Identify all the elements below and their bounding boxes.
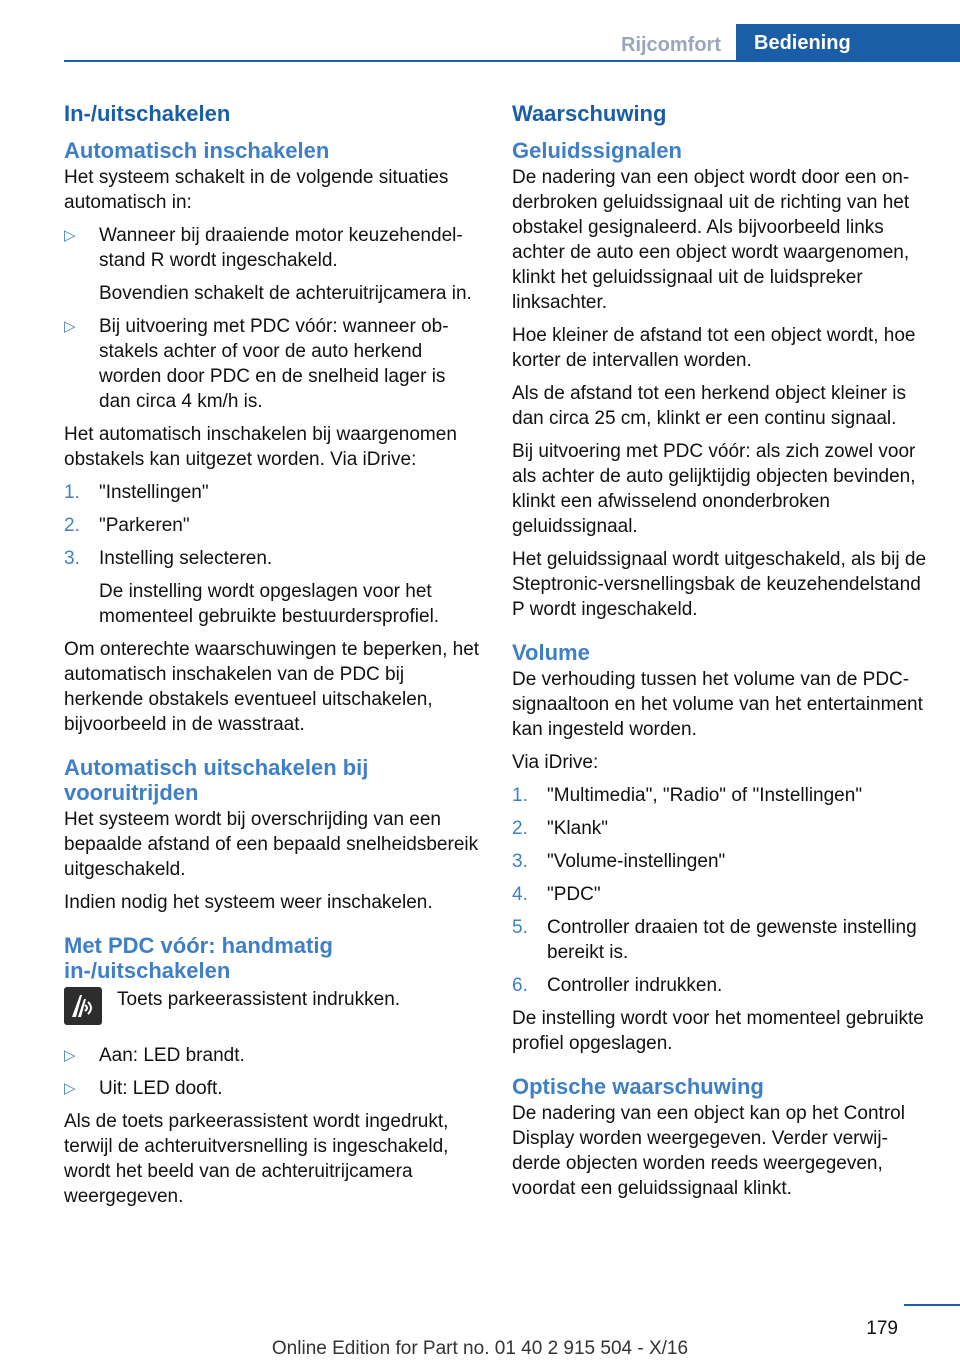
paragraph: Hoe kleiner de afstand tot een object wordt, hoe korter de intervallen worden. bbox=[512, 325, 916, 371]
heading-auto-on: Automatisch inschakelen bbox=[64, 138, 330, 163]
list-item-text: Bij uitvoering met PDC vóór: wanneer obstakels achter of voor de auto herkend worden door PDC en de snelheid lager is dan circa 4 km/h is. bbox=[99, 316, 449, 412]
list-item bbox=[512, 915, 928, 965]
list-item bbox=[64, 480, 480, 505]
paragraph: De nadering van een object kan op het Control Display worden weergegeven. Verder verwijderde objecten worden reeds weergegeven, voordat een geluidssignaal klinkt. bbox=[512, 1103, 905, 1199]
list-item bbox=[64, 1076, 480, 1101]
list-item-text: Aan: LED brandt. bbox=[99, 1045, 245, 1066]
paragraph: Het systeem schakelt in de volgende situaties automatisch in: bbox=[64, 167, 449, 213]
step-text: Controller indrukken. bbox=[547, 975, 723, 996]
list-item bbox=[64, 223, 480, 306]
step-number: 5. bbox=[512, 917, 528, 938]
step-text: "Multimedia", "Radio" of "Instellingen" bbox=[547, 785, 863, 806]
header-rule bbox=[64, 60, 960, 62]
list-item bbox=[64, 546, 480, 629]
step-text: "Instellingen" bbox=[99, 482, 209, 503]
paragraph: Via iDrive: bbox=[512, 752, 599, 773]
list-item bbox=[64, 1043, 480, 1068]
heading-volume: Volume bbox=[512, 640, 590, 665]
step-number: 1. bbox=[64, 482, 80, 503]
step-number: 3. bbox=[64, 548, 80, 569]
heading-auto-off: Automatisch uitschakelen bij vooruitrijden bbox=[64, 755, 369, 805]
heading-optical: Optische waarschuwing bbox=[512, 1074, 764, 1099]
parking-assist-icon bbox=[64, 987, 102, 1025]
paragraph: Het systeem wordt bij overschrijding van een bepaalde afstand of een bepaald snelheidsbereik uitgeschakeld. bbox=[64, 809, 479, 880]
button-instruction bbox=[64, 987, 480, 1025]
step-number: 4. bbox=[512, 884, 528, 905]
list-item bbox=[64, 314, 480, 414]
section-title: Waarschuwing bbox=[512, 101, 667, 126]
edition-footer: Online Edition for Part no. 01 40 2 915 504 - X/16 bbox=[271, 1338, 689, 1359]
step-text: Controller draaien tot de gewenste instelling bereikt is. bbox=[547, 917, 917, 963]
step-text: "Parkeren" bbox=[99, 515, 190, 536]
paragraph: De instelling wordt voor het momenteel gebruikte profiel opgeslagen. bbox=[512, 1008, 924, 1054]
triangle-bullet-icon: ▷ bbox=[64, 1047, 76, 1064]
list-item-text: Wanneer bij draaiende motor keuzehendelstand R wordt ingeschakeld. bbox=[99, 225, 463, 271]
bullet-list bbox=[64, 223, 480, 414]
list-item bbox=[512, 783, 928, 808]
step-number: 1. bbox=[512, 785, 528, 806]
heading-sound: Geluidssignalen bbox=[512, 138, 682, 163]
page-number: 179 bbox=[866, 1318, 898, 1339]
section-tab: Rijcomfort bbox=[621, 34, 721, 56]
triangle-bullet-icon: ▷ bbox=[64, 1080, 76, 1097]
step-subtext: De instelling wordt opgeslagen voor het momenteel gebruikte bestuurdersprofiel. bbox=[99, 581, 440, 627]
paragraph: Als de afstand tot een herkend object kleiner is dan circa 25 cm, klinkt er een continu signaal. bbox=[512, 383, 906, 429]
list-item-subtext: Bovendien schakelt de achteruitrijcamera in. bbox=[99, 283, 472, 304]
step-text: "PDC" bbox=[547, 884, 601, 905]
step-number: 6. bbox=[512, 975, 528, 996]
paragraph: Om onterechte waarschuwingen te beperken, het automatisch inschakelen van de PDC bij herkende obstakels eventueel uitschakelen, bijvoorbeeld in de wasstraat. bbox=[64, 639, 480, 735]
paragraph: De nadering van een object wordt door een onderbroken geluidssignaal uit de richting van het obstakel gesignaleerd. Als bijvoorbeeld links achter de auto een object wordt waargenomen, klinkt het geluidssignaal uit de luidspreker linksachter. bbox=[512, 167, 910, 313]
left-column bbox=[64, 100, 480, 1217]
numbered-list bbox=[512, 783, 928, 998]
paragraph: Het geluidssignaal wordt uitgeschakeld, als bij de Steptronic-versnellingsbak de keuzehendelstand P wordt ingeschakeld. bbox=[512, 549, 927, 620]
step-number: 2. bbox=[512, 818, 528, 839]
paragraph: Indien nodig het systeem weer inschakelen. bbox=[64, 892, 433, 913]
step-number: 2. bbox=[64, 515, 80, 536]
bullet-list bbox=[64, 1043, 480, 1101]
chapter-tab: Bediening bbox=[736, 24, 960, 62]
heading-manual: Met PDC vóór: handmatig in-/uitschakelen bbox=[64, 933, 333, 983]
list-item bbox=[64, 513, 480, 538]
list-item bbox=[512, 973, 928, 998]
triangle-bullet-icon: ▷ bbox=[64, 227, 76, 244]
list-item bbox=[512, 816, 928, 841]
paragraph: Bij uitvoering met PDC vóór: als zich zowel voor als achter de auto gelijktijdig objecten bevinden, klinkt een afwisselend ononderbroken geluidssignaal. bbox=[512, 441, 916, 537]
step-number: 3. bbox=[512, 851, 528, 872]
step-text: "Volume-instellingen" bbox=[547, 851, 726, 872]
list-item bbox=[512, 849, 928, 874]
paragraph: Het automatisch inschakelen bij waargenomen obstakels kan uitgezet worden. Via iDrive: bbox=[64, 424, 457, 470]
paragraph: De verhouding tussen het volume van de PDC-signaaltoon en het volume van het entertainment kan ingesteld worden. bbox=[512, 669, 923, 740]
triangle-bullet-icon: ▷ bbox=[64, 318, 76, 335]
page-header bbox=[0, 0, 960, 62]
list-item-text: Uit: LED dooft. bbox=[99, 1078, 223, 1099]
step-text: "Klank" bbox=[547, 818, 609, 839]
list-item bbox=[512, 882, 928, 907]
numbered-list bbox=[64, 480, 480, 629]
icon-instruction-text: Toets parkeerassistent indrukken. bbox=[117, 989, 401, 1010]
right-column bbox=[512, 100, 928, 1209]
footer-rule bbox=[904, 1304, 960, 1306]
paragraph: Als de toets parkeerassistent wordt ingedrukt, terwijl de achteruitversnelling is ingeschakeld, wordt het beeld van de achteruitrijcamera weergegeven. bbox=[64, 1111, 449, 1207]
step-text: Instelling selecteren. bbox=[99, 548, 273, 569]
section-title: In-/uitschakelen bbox=[64, 101, 231, 126]
